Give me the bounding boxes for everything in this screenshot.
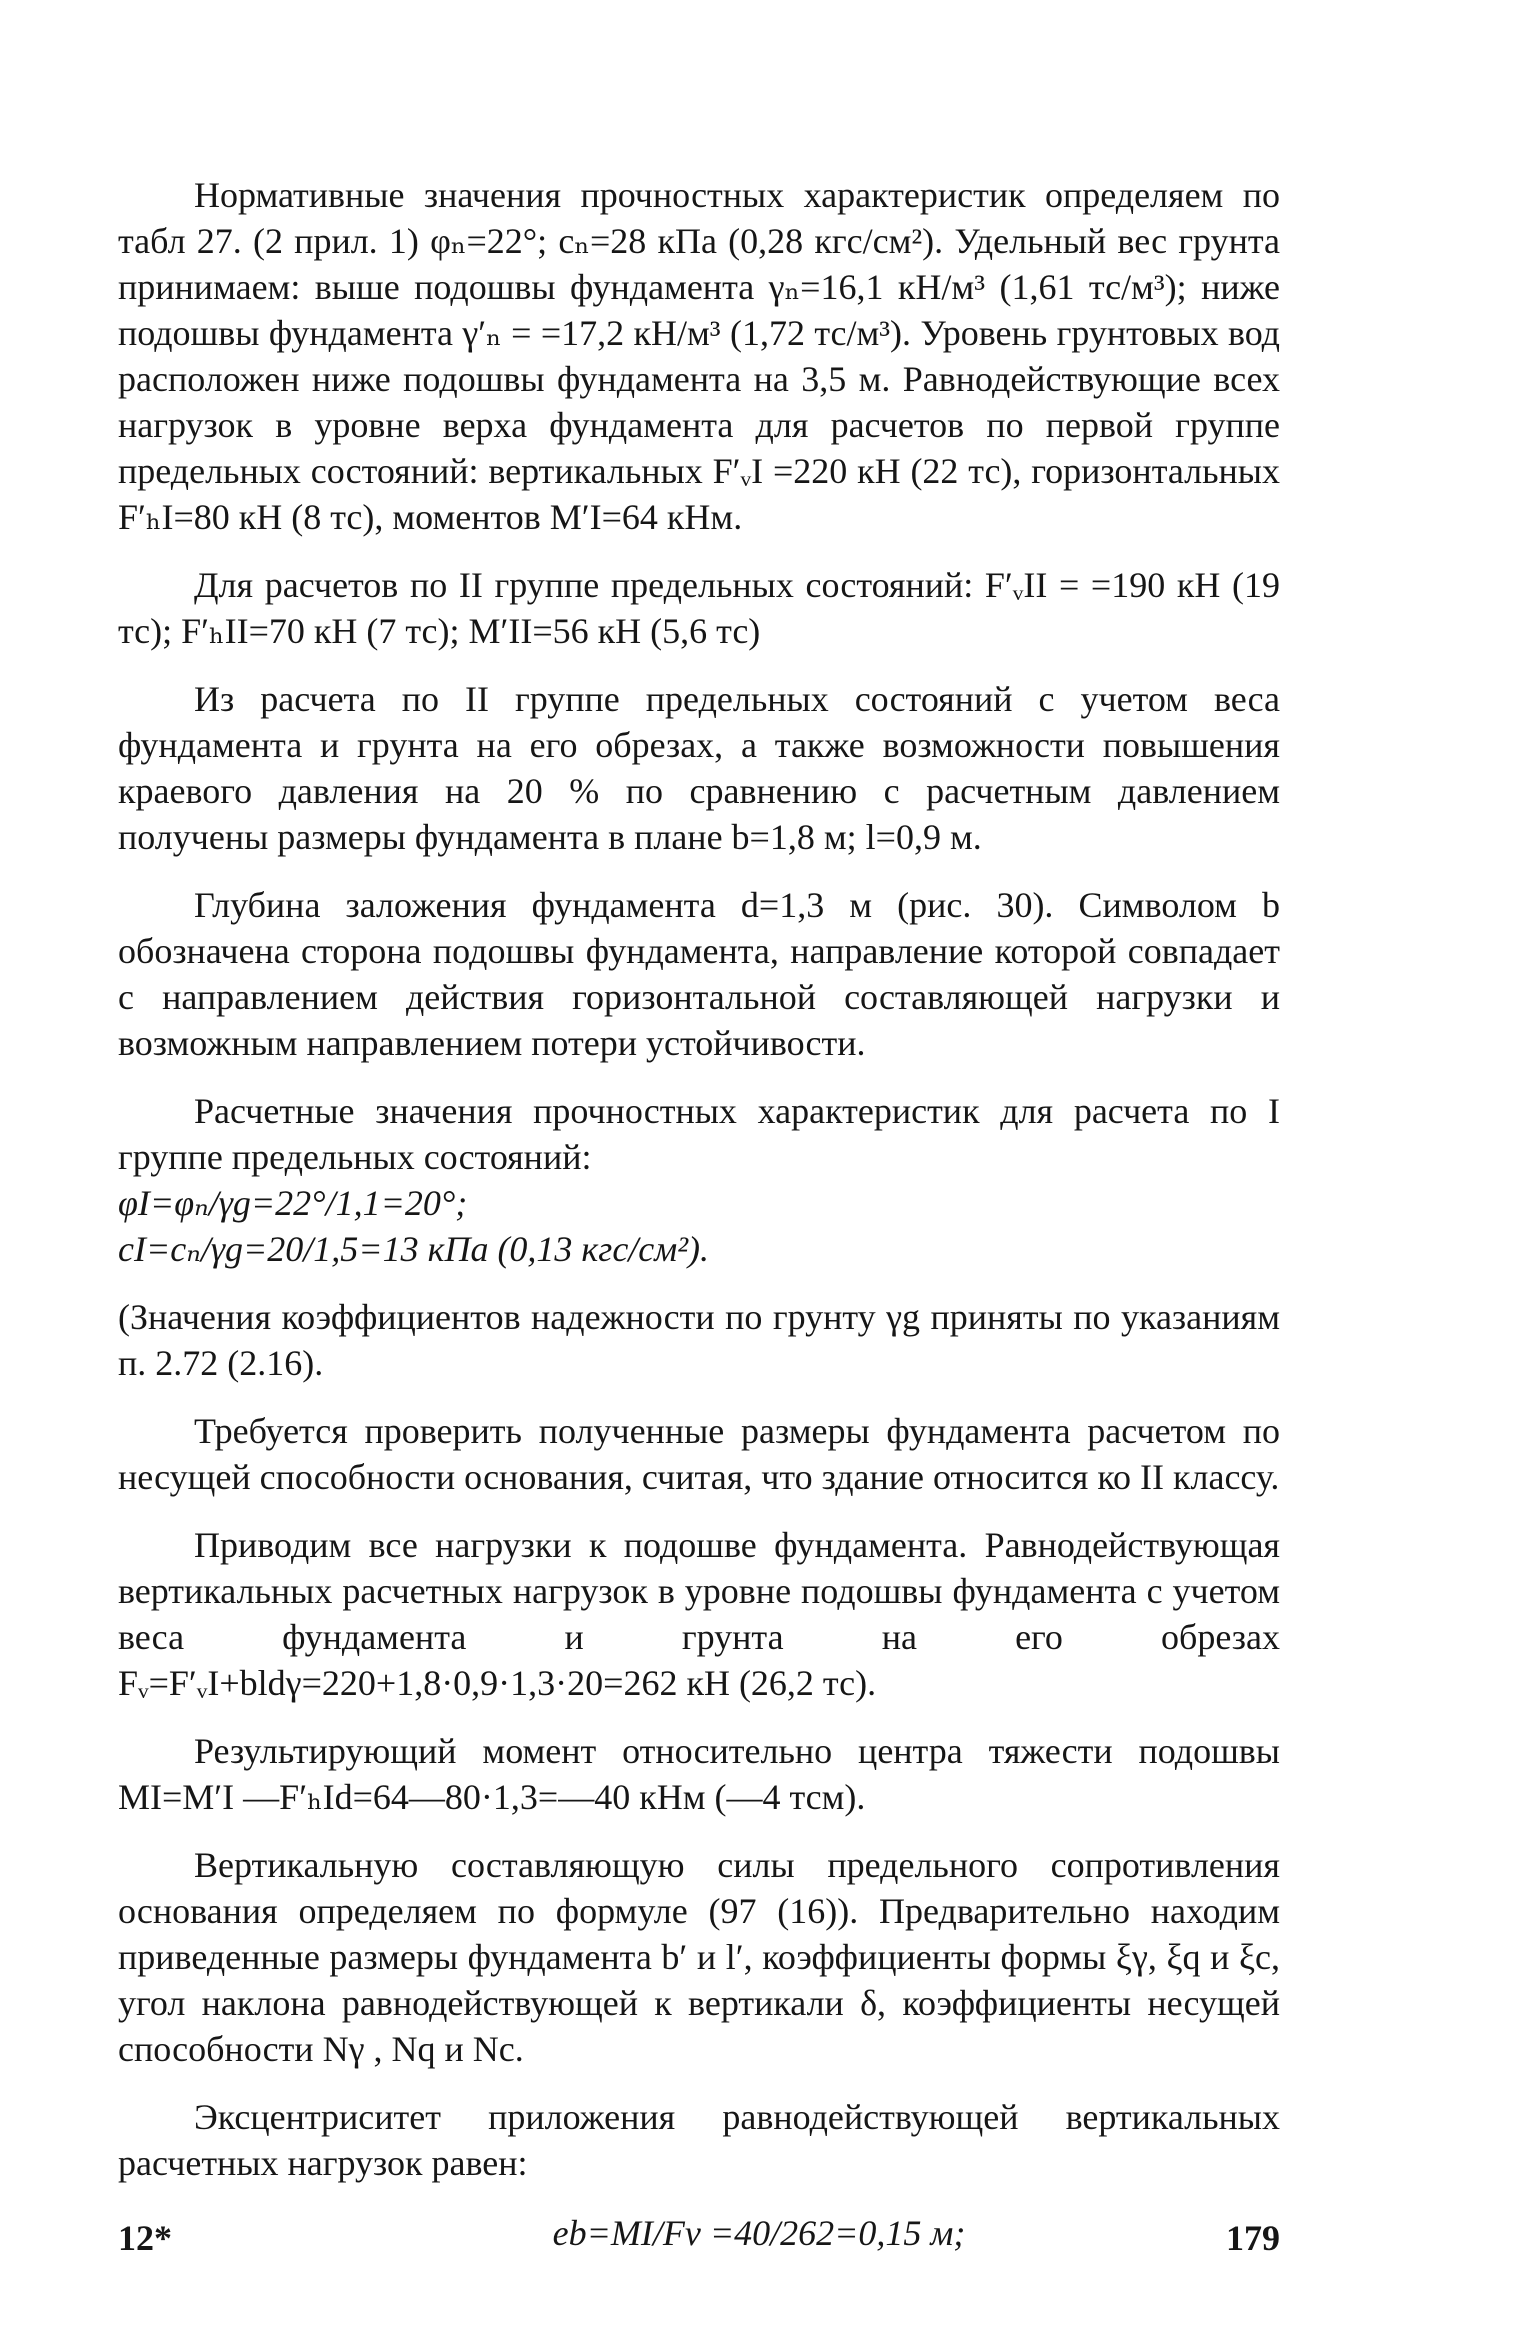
paragraph-loads-to-base: Приводим все нагрузки к подошве фундамента. Равнодействующая вертикальных расчетных нагрузок в уровне подошвы фундамента с учетом веса фундамента и грунта на его обрезах Fᵥ=F′ᵥI+bldγ=220+1,8·0,9·1,3·20=262 кН (26,2 тс). [118,1525,1280,1703]
formula-friction-angle: φI=φₙ/γg=22°/1,1=20°; [118,1183,468,1223]
paragraph-reliability-note: (Значения коэффициентов надежности по грунту γg приняты по указаниям п. 2.72 (2.16). [118,1297,1280,1383]
paragraph-foundation-depth: Глубина заложения фундамента d=1,3 м (рис. 30). Символом b обозначена сторона подошвы фундамента, направление которой совпадает с направлением действия горизонтальной составляющей нагрузки и возможным направлением потери устойчивости. [118,885,1280,1063]
paragraph-requirement: Требуется проверить полученные размеры фундамента расчетом по несущей способности основания, считая, что здание относится ко II классу. [118,1411,1280,1497]
page-body [118,172,1280,2256]
formula-cohesion: cI=cₙ/γg=20/1,5=13 кПа (0,13 кгс/см²). [118,1229,710,1269]
paragraph-normative-values: Нормативные значения прочностных характеристик определяем по табл 27. (2 прил. 1) φₙ=22°; cₙ=28 кПа (0,28 кгс/см²). Удельный вес грунта принимаем: выше подошвы фундамента γₙ=16,1 кН/м³ (1,61 тс/м³); ниже подошвы фундамента γ′ₙ = =17,2 кН/м³ (1,72 тс/м³). Уровень грунтовых вод расположен ниже подошвы фундамента на 3,5 м. Равнодействующие всех нагрузок в уровне верха фундамента для расчетов по первой группе предельных состояний: вертикальных F′ᵥI =220 кН (22 тс), горизонтальных F′ₕI=80 кН (8 тс), моментов M′I=64 кНм. [118,175,1280,537]
paragraph-design-values: Расчетные значения прочностных характеристик для расчета по I группе предельных состояний: [118,1091,1280,1177]
formula-eccentricity: eb=MI/Fv =40/262=0,15 м; [552,2213,966,2253]
paragraph-vertical-component: Вертикальную составляющую силы предельного сопротивления основания определяем по формуле (97 (16)). Предварительно находим приведенные размеры фундамента b′ и l′, коэффициенты формы ξγ, ξq и ξc, угол наклона равнодействующей к вертикали δ, коэффициенты несущей способности Nγ , Nq и Nc. [118,1845,1280,2069]
paragraph-resulting-moment: Результирующий момент относительно центра тяжести подошвы MI=M′I —F′ₕId=64—80·1,3=—40 кНм (—4 тсм). [118,1731,1280,1817]
page-number: 179 [1226,2218,1280,2258]
paragraph-eccentricity: Эксцентриситет приложения равнодействующей вертикальных расчетных нагрузок равен: [118,2097,1280,2183]
signature-mark: 12* [118,2218,172,2258]
paragraph-foundation-dimensions: Из расчета по II группе предельных состояний с учетом веса фундамента и грунта на его обрезах, а также возможности повышения краевого давления на 20 % по сравнению с расчетным давлением получены размеры фундамента в плане b=1,8 м; l=0,9 м. [118,679,1280,857]
paragraph-second-group-loads: Для расчетов по II группе предельных состояний: F′ᵥII = =190 кН (19 тс); F′ₕII=70 кН (7 тс); M′II=56 кН (5,6 тс) [118,565,1280,651]
